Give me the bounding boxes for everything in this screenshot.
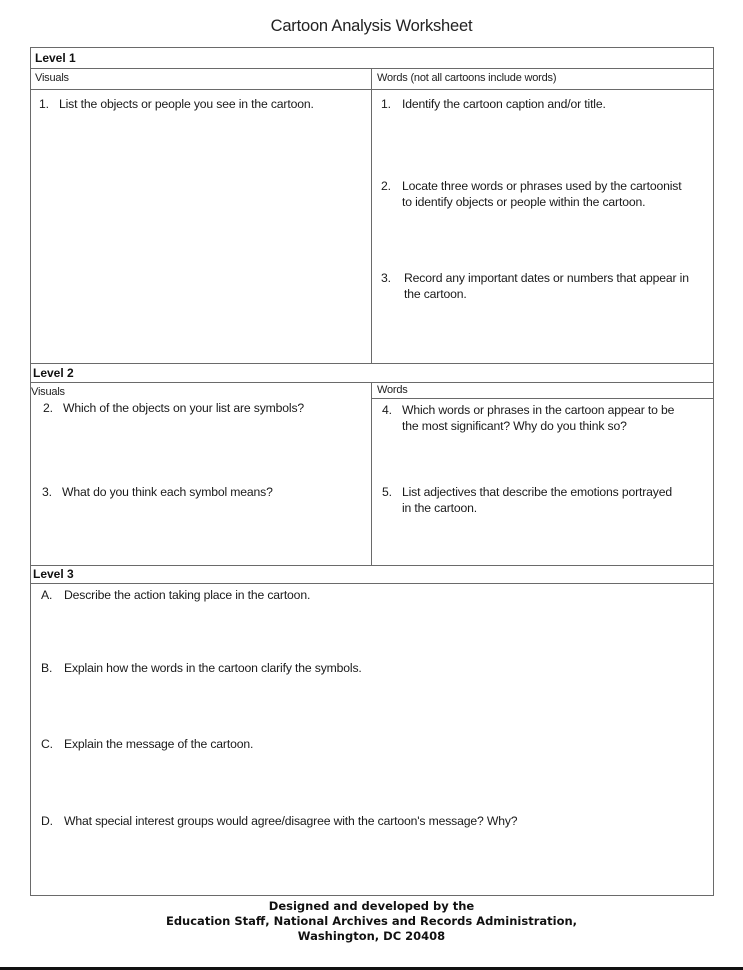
page-title: Cartoon Analysis Worksheet [270,17,473,35]
divider [30,583,714,584]
level-1-words-header: Words (not all cartoons include words) [377,72,557,84]
level-3-heading: Level 3 [33,567,74,581]
column-divider [371,68,372,363]
divider [30,89,714,90]
question-d: D. What special interest groups would agree/disagree with the cartoon's message? Why? [41,814,518,828]
footer-credit-line-1: Designed and developed by the [268,899,475,913]
table-border-right [713,47,714,896]
question-1-words: 1. Identify the cartoon caption and/or title. [381,97,606,111]
divider [30,68,714,69]
table-border-left [30,47,31,896]
question-5-words: 5. List adjectives that describe the emotions portrayed in the cartoon. [382,485,672,515]
footer-credit-line-3: Washington, DC 20408 [297,929,446,943]
footer-credit-line-2: Education Staff, National Archives and Records Administration, [165,914,578,928]
question-a: A. Describe the action taking place in the cartoon. [41,588,311,602]
level-2-words-header: Words [377,384,408,396]
level-2-heading: Level 2 [33,366,74,380]
question-4-words: 4. Which words or phrases in the cartoon appear to be the most significant? Why do you think so? [382,403,675,433]
question-1-visuals: 1. List the objects or people you see in the cartoon. [39,97,314,111]
level-2-visuals-header: Visuals [31,386,65,398]
table-border-top [30,47,714,48]
question-2-visuals: 2. Which of the objects on your list are symbols? [43,401,305,415]
divider [30,382,714,383]
divider [30,363,714,364]
divider [371,398,714,399]
divider [30,565,714,566]
question-c: C. Explain the message of the cartoon. [41,737,254,751]
table-border-bottom [30,895,714,896]
level-1-visuals-header: Visuals [35,72,69,84]
level-1-heading: Level 1 [35,51,76,65]
question-3-visuals: 3. What do you think each symbol means? [42,485,273,499]
question-b: B. Explain how the words in the cartoon clarify the symbols. [41,661,362,675]
question-2-words: 2. Locate three words or phrases used by the cartoonist to identify objects or people within the cartoon. [381,179,682,209]
question-3-words: 3. Record any important dates or numbers that appear in the cartoon. [381,271,689,301]
column-divider [371,382,372,565]
